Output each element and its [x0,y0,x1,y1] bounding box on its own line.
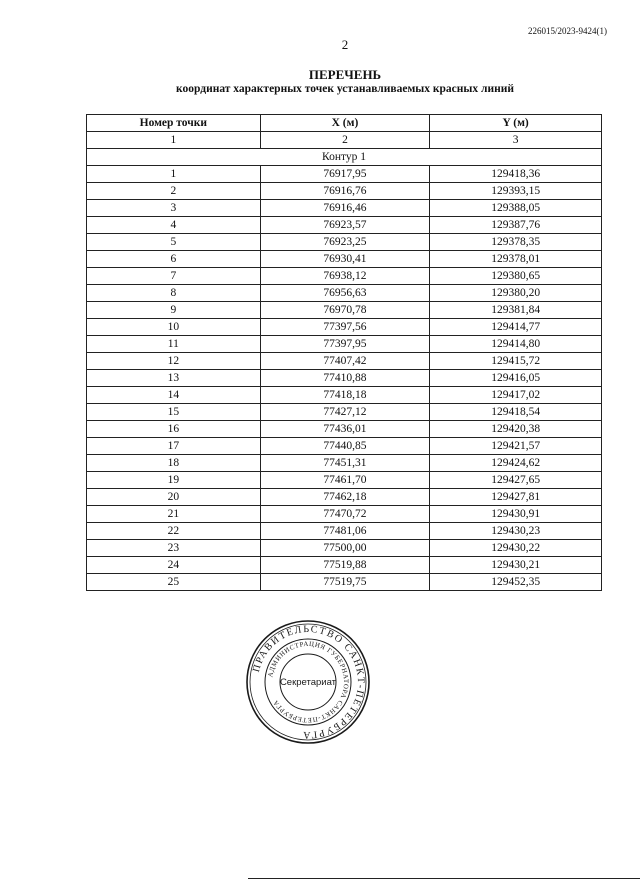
point-number-cell: 18 [87,455,261,472]
page-number: 2 [341,37,349,52]
point-number-cell: 9 [87,302,261,319]
table-row [87,353,602,370]
point-number-cell: 19 [87,472,261,489]
seal-outer-text: ПРАВИТЕЛЬСТВО САНКТ-ПЕТЕРБУРГА [250,623,367,741]
y-cell: 129420,38 [430,421,602,438]
x-cell: 77500,00 [260,540,430,557]
point-number-cell: 10 [87,319,261,336]
section-label: Контур 1 [87,149,602,166]
y-cell: 129430,21 [430,557,602,574]
table-row [87,421,602,438]
column-number-1: 1 [87,132,261,149]
point-number-cell: 2 [87,183,261,200]
x-cell: 77418,18 [260,387,430,404]
y-cell: 129380,65 [430,268,602,285]
header-row [87,115,602,132]
official-seal [244,618,372,746]
y-cell: 129424,62 [430,455,602,472]
table-row [87,234,602,251]
y-cell: 129421,57 [430,438,602,455]
x-cell: 76938,12 [260,268,430,285]
y-cell: 129430,22 [430,540,602,557]
header-x: X (м) [260,115,430,132]
y-cell: 129393,15 [430,183,602,200]
table-row [87,251,602,268]
table-row [87,336,602,353]
y-cell: 129415,72 [430,353,602,370]
x-cell: 77519,88 [260,557,430,574]
point-number-cell: 24 [87,557,261,574]
y-cell: 129388,05 [430,200,602,217]
seal-inner-text: АДМИНИСТРАЦИЯ ГУБЕРНАТОРА САНКТ-ПЕТЕРБУРГА [267,640,350,724]
point-number-cell: 21 [87,506,261,523]
point-number-cell: 5 [87,234,261,251]
y-cell: 129418,36 [430,166,602,183]
document-title: ПЕРЕЧЕНЬ [308,67,382,82]
point-number-cell: 23 [87,540,261,557]
table-row [87,506,602,523]
column-number-2: 2 [260,132,430,149]
column-number-row [87,132,602,149]
table-row [87,540,602,557]
y-cell: 129417,02 [430,387,602,404]
point-number-cell: 13 [87,370,261,387]
x-cell: 77461,70 [260,472,430,489]
y-cell: 129452,35 [430,574,602,591]
y-cell: 129427,65 [430,472,602,489]
point-number-cell: 15 [87,404,261,421]
table-row [87,489,602,506]
point-number-cell: 14 [87,387,261,404]
seal-center-text: Секретариат [279,677,337,688]
bottom-rule [248,878,640,879]
point-number-cell: 3 [87,200,261,217]
x-cell: 77470,72 [260,506,430,523]
header-y: Y (м) [430,115,602,132]
table-row [87,523,602,540]
point-number-cell: 1 [87,166,261,183]
table-row [87,302,602,319]
point-number-cell: 11 [87,336,261,353]
x-cell: 77397,95 [260,336,430,353]
table-row [87,166,602,183]
coordinates-table [86,114,602,591]
y-cell: 129414,77 [430,319,602,336]
x-cell: 77397,56 [260,319,430,336]
point-number-cell: 17 [87,438,261,455]
table-row [87,574,602,591]
x-cell: 76916,46 [260,200,430,217]
point-number-cell: 20 [87,489,261,506]
y-cell: 129427,81 [430,489,602,506]
table-row [87,268,602,285]
y-cell: 129387,76 [430,217,602,234]
point-number-cell: 22 [87,523,261,540]
point-number-cell: 4 [87,217,261,234]
table-row [87,438,602,455]
x-cell: 76917,95 [260,166,430,183]
table-row [87,200,602,217]
document-subtitle: координат характерных точек устанавливаемых красных линий [176,83,514,95]
section-row [87,149,602,166]
table-row [87,472,602,489]
header-point-number: Номер точки [87,115,261,132]
x-cell: 77410,88 [260,370,430,387]
point-number-cell: 6 [87,251,261,268]
y-cell: 129414,80 [430,336,602,353]
table-row [87,455,602,472]
x-cell: 76956,63 [260,285,430,302]
point-number-cell: 8 [87,285,261,302]
x-cell: 77481,06 [260,523,430,540]
point-number-cell: 7 [87,268,261,285]
y-cell: 129416,05 [430,370,602,387]
y-cell: 129378,01 [430,251,602,268]
table-row [87,285,602,302]
table-row [87,404,602,421]
point-number-cell: 16 [87,421,261,438]
table-row [87,183,602,200]
point-number-cell: 12 [87,353,261,370]
x-cell: 77451,31 [260,455,430,472]
table-row [87,557,602,574]
x-cell: 77427,12 [260,404,430,421]
column-number-3: 3 [430,132,602,149]
x-cell: 76916,76 [260,183,430,200]
table-row [87,319,602,336]
x-cell: 76930,41 [260,251,430,268]
x-cell: 77407,42 [260,353,430,370]
y-cell: 129381,84 [430,302,602,319]
y-cell: 129430,91 [430,506,602,523]
x-cell: 77519,75 [260,574,430,591]
y-cell: 129418,54 [430,404,602,421]
x-cell: 76923,25 [260,234,430,251]
point-number-cell: 25 [87,574,261,591]
table-row [87,387,602,404]
y-cell: 129430,23 [430,523,602,540]
x-cell: 77462,18 [260,489,430,506]
document-id: 226015/2023-9424(1) [528,26,607,36]
x-cell: 76970,78 [260,302,430,319]
table-row [87,217,602,234]
x-cell: 77440,85 [260,438,430,455]
x-cell: 77436,01 [260,421,430,438]
y-cell: 129378,35 [430,234,602,251]
table-row [87,370,602,387]
x-cell: 76923,57 [260,217,430,234]
y-cell: 129380,20 [430,285,602,302]
